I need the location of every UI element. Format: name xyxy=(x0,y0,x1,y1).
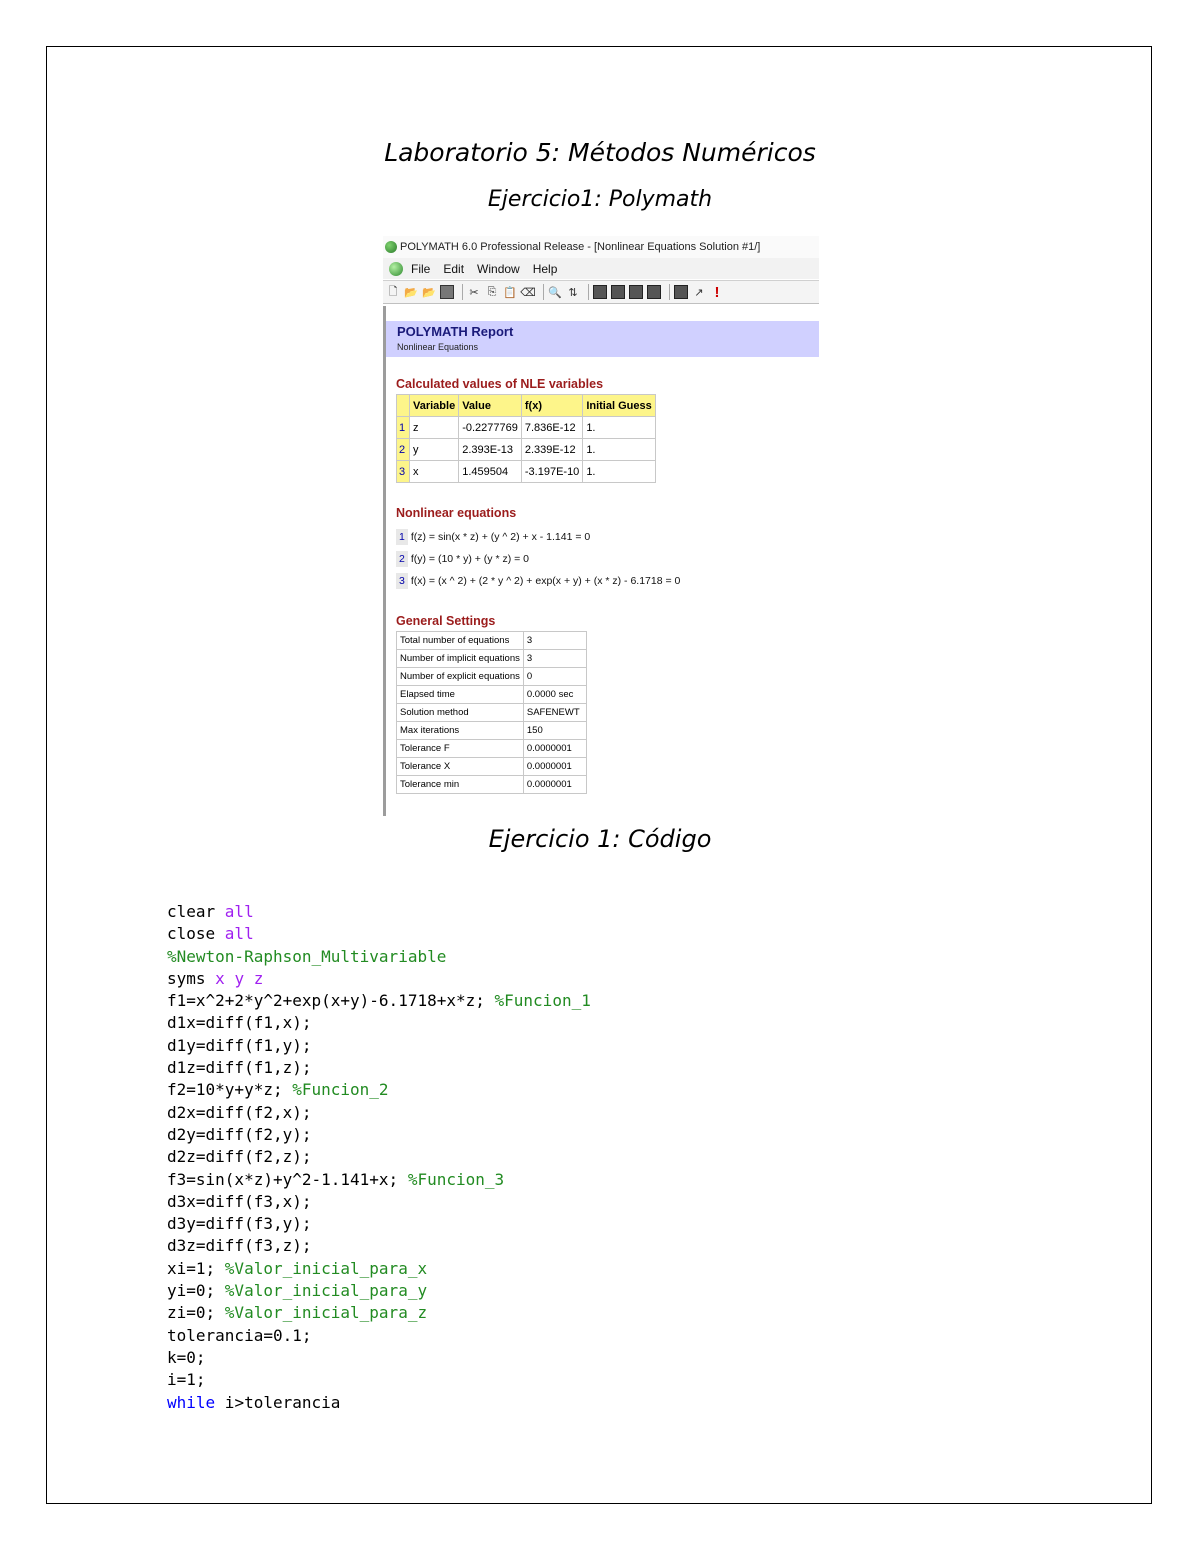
table-row xyxy=(397,461,656,483)
setting-label: Max iterations xyxy=(397,722,524,740)
code-keyword: while xyxy=(167,1392,216,1412)
row-index: 2 xyxy=(397,439,410,461)
code-text: d2x=diff(f2,x); xyxy=(167,1102,312,1122)
function-icon[interactable] xyxy=(611,285,625,299)
code-text: yi=0; xyxy=(167,1281,225,1301)
toolbar-separator xyxy=(543,284,544,300)
code-text: close xyxy=(167,924,225,944)
code-comment: %Valor_inicial_para_z xyxy=(224,1303,428,1323)
setting-label: Total number of equations xyxy=(397,632,524,650)
menu-edit[interactable]: Edit xyxy=(443,261,465,276)
window-title: POLYMATH 6.0 Professional Release - [Nonlinear Equations Solution #1/] xyxy=(400,241,761,253)
new-file-icon[interactable]: 🗋 xyxy=(388,285,398,298)
cell-value: 2.393E-13 xyxy=(459,439,522,461)
menu-help[interactable]: Help xyxy=(532,261,558,276)
setting-value: 0 xyxy=(523,668,586,686)
setting-label: Tolerance F xyxy=(397,740,524,758)
code-text: d1z=diff(f1,z); xyxy=(167,1058,312,1078)
code-comment: %Valor_inicial_para_y xyxy=(224,1281,428,1301)
setting-value: 0.0000001 xyxy=(523,758,586,776)
code-text: d2y=diff(f2,y); xyxy=(167,1124,312,1144)
code-text: d3x=diff(f3,x); xyxy=(167,1191,312,1211)
code-text: tolerancia=0.1; xyxy=(167,1325,312,1345)
document-icon xyxy=(389,262,403,276)
table-row xyxy=(397,758,587,776)
setting-value: 0.0000 sec xyxy=(523,686,586,704)
code-text: f2=10*y+y*z; xyxy=(167,1080,293,1100)
run-icon[interactable]: ! xyxy=(714,283,720,301)
table-row xyxy=(397,632,587,650)
table-row xyxy=(397,704,587,722)
toolbar-separator xyxy=(462,284,463,300)
cell-value: 1.459504 xyxy=(459,461,522,483)
matlab-code-block xyxy=(167,901,591,1414)
toolbar-separator xyxy=(669,284,670,300)
code-comment: %Funcion_2 xyxy=(292,1080,389,1100)
code-text: d3z=diff(f3,z); xyxy=(167,1236,312,1256)
table-row xyxy=(397,740,587,758)
equations-heading: Nonlinear equations xyxy=(396,506,517,520)
polymath-app-icon xyxy=(385,241,397,253)
code-text: f3=sin(x*z)+y^2-1.141+x; xyxy=(167,1169,408,1189)
menu-file[interactable]: File xyxy=(411,261,431,276)
table-row xyxy=(397,650,587,668)
cell-guess: 1. xyxy=(583,461,655,483)
equation-row xyxy=(396,570,680,592)
equation-text: f(z) = sin(x * z) + (y ^ 2) + x - 1.141 = 0 xyxy=(410,531,591,543)
equation-row xyxy=(396,548,680,570)
equation-index: 3 xyxy=(396,573,408,589)
open-green-icon[interactable]: 📂 xyxy=(422,286,436,299)
setting-label: Tolerance X xyxy=(397,758,524,776)
cut-icon[interactable]: ✂ xyxy=(469,286,479,299)
code-comment: %Funcion_1 xyxy=(494,991,591,1011)
setting-value: 0.0000001 xyxy=(523,740,586,758)
equation-row xyxy=(396,526,680,548)
column-header: f(x) xyxy=(521,395,582,417)
toolbar-separator xyxy=(588,284,589,300)
paste-icon[interactable]: 📋 xyxy=(503,286,517,299)
cell-variable: z xyxy=(410,417,459,439)
polymath-screenshot xyxy=(383,236,819,816)
document-title: Laboratorio 5: Métodos Numéricos xyxy=(384,138,816,167)
vars-heading: Calculated values of NLE variables xyxy=(396,377,604,391)
equation-text: f(y) = (10 * y) + (y * z) = 0 xyxy=(410,553,529,565)
report-subtitle: Nonlinear Equations xyxy=(397,342,479,352)
menu-window[interactable]: Window xyxy=(477,261,520,276)
cell-fx: -3.197E-10 xyxy=(521,461,582,483)
cell-value: -0.2277769 xyxy=(459,417,522,439)
cell-variable: y xyxy=(410,439,459,461)
setting-label: Elapsed time xyxy=(397,686,524,704)
table-row xyxy=(397,686,587,704)
row-index: 3 xyxy=(397,461,410,483)
wand-icon[interactable]: ↗ xyxy=(694,286,704,299)
code-comment: %Funcion_3 xyxy=(407,1169,505,1189)
report-header xyxy=(386,321,819,357)
calculator-icon[interactable] xyxy=(674,285,688,299)
setting-label: Tolerance min xyxy=(397,776,524,794)
cell-fx: 2.339E-12 xyxy=(521,439,582,461)
table-corner xyxy=(397,395,410,417)
code-text: d1y=diff(f1,y); xyxy=(167,1035,312,1055)
code-text: syms xyxy=(167,968,216,988)
table-row xyxy=(397,417,656,439)
cell-fx: 7.836E-12 xyxy=(521,417,582,439)
settings-heading: General Settings xyxy=(396,614,496,628)
eraser-icon[interactable]: ⌫ xyxy=(520,286,536,299)
cell-guess: 1. xyxy=(583,417,655,439)
table-icon[interactable] xyxy=(647,285,661,299)
column-header: Variable xyxy=(410,395,459,417)
code-text: clear xyxy=(167,902,225,921)
table-row xyxy=(397,776,587,794)
sort-icon[interactable]: ⇅ xyxy=(568,286,578,299)
find-icon[interactable]: 🔍 xyxy=(548,286,562,299)
setting-label: Solution method xyxy=(397,704,524,722)
copy-icon[interactable]: ⎘ xyxy=(487,285,497,298)
code-text: d2z=diff(f2,z); xyxy=(167,1147,312,1167)
matrix-icon[interactable] xyxy=(629,285,643,299)
code-text: zi=0; xyxy=(167,1303,225,1323)
open-folder-icon[interactable]: 📂 xyxy=(404,286,418,299)
cell-variable: x xyxy=(410,461,459,483)
code-string: all xyxy=(224,902,254,921)
setting-value: 3 xyxy=(523,632,586,650)
report-title: POLYMATH Report xyxy=(397,324,514,339)
setting-value: 150 xyxy=(523,722,586,740)
setting-value: 0.0000001 xyxy=(523,776,586,794)
window-edge xyxy=(383,306,386,816)
column-header: Initial Guess xyxy=(583,395,655,417)
general-settings-table xyxy=(396,631,587,794)
code-text: i=1; xyxy=(167,1370,206,1390)
table-row xyxy=(397,722,587,740)
row-index: 1 xyxy=(397,417,410,439)
equation-index: 2 xyxy=(396,551,408,567)
window-titlebar xyxy=(383,236,819,258)
code-comment: %Valor_inicial_para_x xyxy=(224,1258,428,1278)
code-comment: %Newton-Raphson_Multivariable xyxy=(167,946,447,966)
menu-bar xyxy=(383,258,819,279)
code-text: i>tolerancia xyxy=(215,1392,341,1412)
code-text: xi=1; xyxy=(167,1258,225,1278)
code-string: all xyxy=(224,924,254,944)
save-icon[interactable] xyxy=(440,285,454,299)
table-row xyxy=(397,439,656,461)
section-heading-code: Ejercicio 1: Código xyxy=(488,825,712,853)
nle-variables-table xyxy=(396,394,656,483)
code-text: d1x=diff(f1,x); xyxy=(167,1013,312,1033)
table-row xyxy=(397,668,587,686)
section-heading-polymath: Ejercicio1: Polymath xyxy=(487,187,713,212)
graph-icon[interactable] xyxy=(593,285,607,299)
equation-text: f(x) = (x ^ 2) + (2 * y ^ 2) + exp(x + y) + (x * z) - 6.1718 = 0 xyxy=(410,575,681,587)
code-text: d3y=diff(f3,y); xyxy=(167,1214,312,1234)
equations-list xyxy=(396,526,680,592)
equation-index: 1 xyxy=(396,529,408,545)
setting-value: 3 xyxy=(523,650,586,668)
table-header-row xyxy=(397,395,656,417)
setting-label: Number of implicit equations xyxy=(397,650,524,668)
code-string: x y z xyxy=(215,968,264,988)
code-text: f1=x^2+2*y^2+exp(x+y)-6.1718+x*z; xyxy=(167,991,495,1011)
cell-guess: 1. xyxy=(583,439,655,461)
setting-value: SAFENEWT xyxy=(523,704,586,722)
code-text: k=0; xyxy=(167,1347,206,1367)
column-header: Value xyxy=(459,395,522,417)
toolbar xyxy=(383,280,819,304)
setting-label: Number of explicit equations xyxy=(397,668,524,686)
